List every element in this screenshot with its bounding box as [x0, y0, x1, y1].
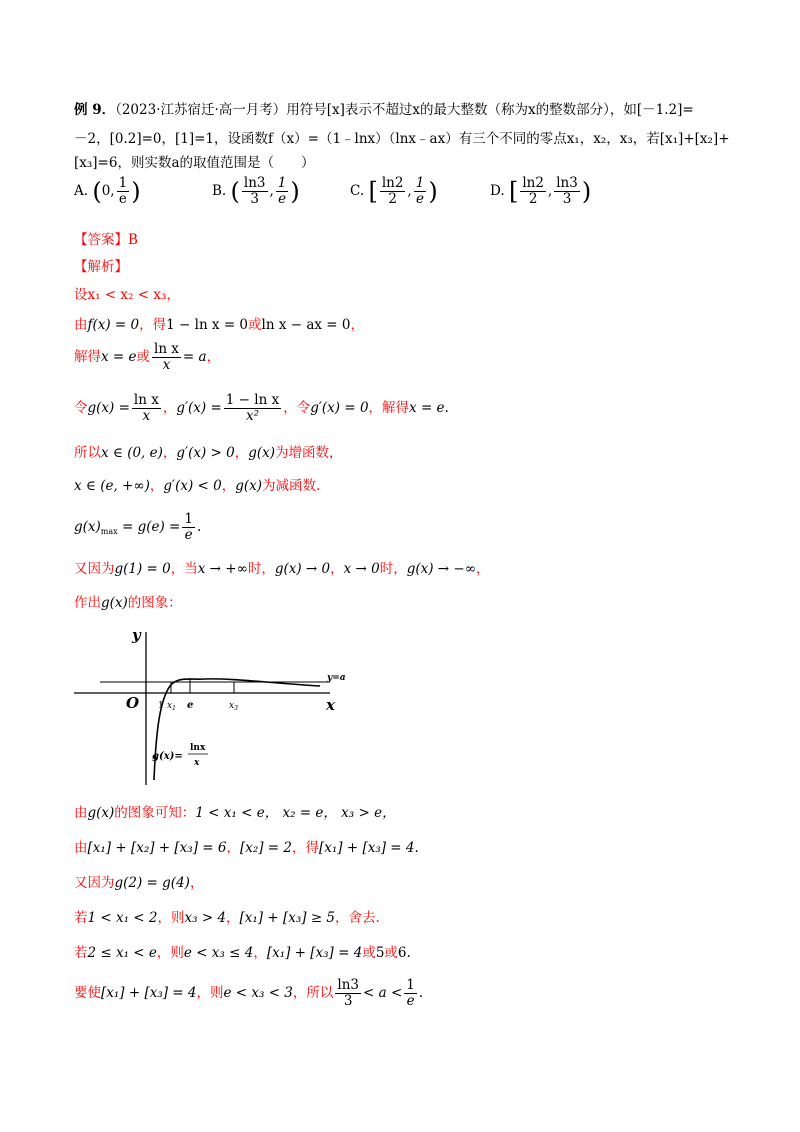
- option-b-letter: B.: [212, 183, 227, 199]
- tick-x1-label: [167, 701, 176, 712]
- step-4-den-2: x²: [245, 408, 260, 424]
- after-6-den-1: 3: [343, 993, 353, 1009]
- step-7-den: e: [184, 527, 193, 543]
- step-5-g: 为增函数，: [275, 445, 343, 461]
- step-4-a: 令: [74, 400, 88, 416]
- step-3-frac: [152, 342, 181, 373]
- step-7-sub: max: [100, 527, 118, 536]
- step-8: [74, 557, 489, 577]
- option-a-left: 0,: [101, 183, 115, 199]
- step-5-e: ，: [234, 445, 249, 461]
- after-1-a: 由: [74, 805, 88, 821]
- tick-x3-label: [229, 701, 238, 712]
- step-4: [74, 393, 449, 424]
- tick-e-label: e: [187, 700, 194, 711]
- step-5-b: x ∈ (0, e): [101, 445, 163, 461]
- option-d-close: ): [581, 177, 592, 206]
- after-5: [74, 941, 411, 961]
- after-6-b: [x₁] + [x₃] = 4: [101, 985, 197, 1001]
- option-b-left-num: ln3: [243, 175, 266, 191]
- step-4-f: g′(x) = 0: [310, 400, 369, 416]
- after-4-a: 若: [74, 910, 88, 926]
- function-graph: [70, 620, 370, 790]
- option-b-frac-right: [276, 176, 289, 207]
- step-2-d: 1 − ln x = 0: [166, 317, 249, 333]
- step-6-d: ，: [221, 478, 236, 494]
- step-4-g: ，解得: [368, 400, 410, 416]
- after-5-f: [x₁] + [x₃] = 4: [266, 945, 363, 961]
- option-d-num: ln3: [556, 175, 578, 191]
- step-2-b: f(x) = 0: [87, 317, 140, 333]
- after-4-e: ，: [226, 910, 240, 926]
- option-d-left-num: ln2: [522, 175, 544, 191]
- after-3-a: 又因为: [74, 875, 115, 891]
- after-2-b: [x₁] + [x₂] + [x₃] = 6: [87, 840, 227, 856]
- step-4-b: g(x) =: [87, 400, 130, 416]
- step-9-b: g(x): [101, 595, 128, 611]
- after-5-h: 5: [375, 945, 385, 961]
- after-5-e: ，: [253, 945, 267, 961]
- step-8-a: 又因为: [74, 561, 115, 577]
- after-6-d: e < x₃ < 3: [223, 985, 293, 1001]
- step-2-g: ，: [350, 317, 364, 333]
- func-label-num: lnx: [190, 743, 206, 753]
- step-2-f: ln x − ax = 0: [261, 317, 351, 333]
- after-6-num-2: 1: [406, 977, 415, 993]
- option-b-frac-left: [242, 176, 268, 207]
- tick-x3-sub: 3: [234, 705, 238, 712]
- y-axis-label: y: [132, 626, 141, 644]
- step-8-d: x → +∞: [197, 561, 248, 577]
- problem-text-2: －2，[0.2]=0，[1]=1，设函数f（x）=（1﹣lnx）（lnx﹣ax）有三个不同的零点x₁，x₂，x₃，若[x₁]+[x₂]+: [74, 131, 730, 147]
- line-a-label: y=a: [327, 673, 346, 683]
- step-4-c: ，: [162, 400, 177, 416]
- option-c-close: ): [428, 177, 438, 206]
- step-6-e: g(x): [235, 478, 262, 494]
- step-6-a: x ∈ (e, +∞): [74, 478, 150, 494]
- step-4-i: .: [444, 400, 449, 416]
- after-4-f: [x₁] + [x₃] ≥ 5: [239, 910, 336, 926]
- step-6-f: 为减函数.: [262, 478, 321, 494]
- step-3-num: ln x: [154, 341, 179, 357]
- option-c-num: 1: [415, 175, 425, 191]
- step-3-c: 或: [136, 349, 150, 365]
- after-5-d: e < x₃ ≤ 4: [183, 945, 254, 961]
- after-6-g: .: [418, 985, 424, 1001]
- option-d-open: [: [508, 177, 519, 206]
- after-2-d: [x₂] = 2: [239, 840, 292, 856]
- after-2-e: ，得: [292, 840, 319, 856]
- after-4-d: x₃ > 4: [184, 910, 227, 926]
- step-2-c: ，得: [139, 317, 167, 333]
- step-7-b: = g(e) =: [121, 519, 181, 535]
- step-8-i: 时，: [379, 561, 407, 577]
- option-b-den: e: [278, 191, 287, 207]
- step-6-c: g′(x) < 0: [163, 478, 222, 494]
- after-2-a: 由: [74, 840, 88, 856]
- step-7-num: 1: [184, 511, 193, 527]
- step-1: 设x₁ < x₂ < x₃，: [74, 287, 180, 303]
- step-3-b: x = e: [101, 349, 137, 365]
- after-4-c: ，则: [157, 910, 185, 926]
- step-5-a: 所以: [74, 445, 101, 461]
- step-4-e: ，令: [283, 400, 311, 416]
- option-c: C. [ $\frac{\ln 2}{2}$ , $\frac{1}{e}$ ): [350, 175, 438, 207]
- option-d-frac-right: [554, 176, 580, 207]
- after-4-g: ，舍去.: [335, 910, 380, 926]
- option-a-letter: A.: [74, 183, 89, 199]
- option-b-close: ): [290, 177, 300, 206]
- option-a: [74, 176, 141, 207]
- problem-line-2: [74, 127, 730, 147]
- step-3-d: = a: [182, 349, 207, 365]
- problem-line-1: [74, 98, 694, 118]
- func-label: g(x)=: [152, 751, 183, 762]
- option-a-frac: [117, 176, 130, 207]
- after-6-f: < a <: [363, 985, 403, 1001]
- option-c-frac-right: [414, 176, 427, 207]
- step-5-f: g(x): [248, 445, 276, 461]
- option-d-left-den: 2: [528, 191, 538, 207]
- step-8-f: g(x) → 0: [274, 561, 331, 577]
- after-5-c: ，则: [156, 945, 184, 961]
- func-label-den: x: [194, 758, 200, 768]
- step-4-num-1: ln x: [133, 392, 159, 408]
- option-d: D. [ $\frac{\ln 2}{2}$ , $\frac{\ln 3}{3}$ ): [490, 175, 592, 207]
- option-b-num: 1: [277, 175, 287, 191]
- answer: 【答案】B: [74, 232, 138, 248]
- after-5-i: 或: [384, 945, 398, 961]
- tick-x3-main: x: [229, 701, 235, 711]
- after-6-frac-1: [335, 978, 361, 1009]
- tick-x1-sub: 1: [172, 705, 176, 712]
- option-b-left-den: 3: [250, 191, 259, 207]
- step-6: [74, 474, 320, 494]
- step-2-e: 或: [248, 317, 262, 333]
- after-3: [74, 871, 203, 891]
- step-2-a: 由: [74, 317, 88, 333]
- option-d-letter: D.: [490, 183, 505, 199]
- step-3-a: 解得: [74, 349, 101, 365]
- step-7-frac: [182, 512, 195, 543]
- option-c-open: [: [368, 177, 378, 206]
- step-4-h: x = e: [409, 400, 445, 416]
- option-b: B. ( $\frac{\ln 3}{3}$ , $\frac{1}{e}$ ): [212, 175, 300, 207]
- option-c-den: e: [416, 191, 425, 207]
- analysis-label: 【解析】: [74, 259, 128, 275]
- step-7-c: .: [196, 519, 202, 535]
- after-4-b: 1 < x₁ < 2: [87, 910, 158, 926]
- step-5-c: ，: [162, 445, 177, 461]
- after-6-a: 要使: [74, 985, 101, 1001]
- step-4-frac-1: [132, 393, 161, 424]
- after-5-b: 2 ≤ x₁ < e: [87, 945, 157, 961]
- step-4-d: g′(x) =: [176, 400, 222, 416]
- after-1-d: 1 < x₁ < e， x₂ = e， x₃ > e，: [195, 805, 396, 821]
- after-5-a: 若: [74, 945, 88, 961]
- option-a-den: e: [118, 191, 127, 207]
- tick-1-label: 1: [158, 701, 164, 711]
- after-1: [74, 801, 396, 821]
- after-6-c: ，则: [196, 985, 224, 1001]
- step-6-b: ，: [149, 478, 164, 494]
- step-3-den: x: [162, 357, 171, 373]
- option-a-open: (: [92, 177, 102, 206]
- step-5-d: g′(x) > 0: [176, 445, 235, 461]
- after-2: [74, 836, 419, 856]
- step-8-b: g(1) = 0: [114, 561, 171, 577]
- problem-text-1: （2023·江苏宿迁·高一月考）用符号[x]表示不超过x的最大整数（称为x的整数部分），如[－1.2]=: [115, 102, 694, 118]
- problem-line-3: [74, 151, 315, 171]
- step-8-g: ，: [330, 561, 344, 577]
- after-5-j: 6: [397, 945, 407, 961]
- after-4: [74, 906, 380, 926]
- step-8-h: x → 0: [343, 561, 380, 577]
- origin-label: O: [126, 694, 140, 712]
- step-9-c: 的图象：: [127, 595, 182, 611]
- after-2-g: .: [414, 840, 419, 856]
- after-5-k: .: [406, 945, 411, 961]
- step-7-a: g(x): [74, 519, 101, 535]
- step-5: [74, 441, 343, 461]
- option-a-close: ): [131, 177, 141, 206]
- after-6-frac-2: [404, 978, 417, 1009]
- option-d-frac-left: [520, 176, 546, 207]
- option-c-left-den: 2: [388, 191, 397, 207]
- step-2: [74, 313, 364, 333]
- step-3-e: ，: [206, 349, 221, 365]
- option-c-letter: C.: [350, 183, 365, 199]
- curve-g: [154, 679, 320, 780]
- x-axis-label: x: [326, 696, 335, 714]
- step-8-c: ，当: [170, 561, 198, 577]
- after-6-num-1: ln3: [337, 977, 360, 993]
- option-c-left-num: ln2: [381, 175, 404, 191]
- after-3-b: g(2) = g(4): [114, 875, 190, 891]
- step-9: [74, 591, 182, 611]
- after-5-g: 或: [362, 945, 376, 961]
- after-6-e: ，所以: [292, 985, 334, 1001]
- after-1-c: 的图象可知：: [114, 805, 196, 821]
- step-8-j: g(x) → −∞: [406, 561, 476, 577]
- option-d-den: 3: [562, 191, 572, 207]
- step-3: [74, 342, 220, 373]
- step-8-e: 时，: [247, 561, 275, 577]
- after-2-c: ，: [226, 840, 240, 856]
- after-3-c: ，: [189, 875, 204, 891]
- tick-x1-main: x: [167, 701, 173, 711]
- option-c-frac-left: [380, 176, 406, 207]
- step-9-a: 作出: [74, 595, 101, 611]
- problem-label: 例 9．: [74, 102, 116, 118]
- step-4-num-2: 1 − ln x: [225, 392, 280, 408]
- after-2-f: [x₁] + [x₃] = 4: [319, 840, 415, 856]
- option-a-num: 1: [118, 175, 128, 191]
- step-4-frac-2: [224, 393, 281, 424]
- after-6: [74, 978, 423, 1009]
- step-7: [74, 512, 201, 543]
- step-8-k: ，: [475, 561, 490, 577]
- option-b-open: (: [230, 177, 240, 206]
- after-1-b: g(x): [87, 805, 115, 821]
- step-4-den-1: x: [142, 408, 151, 424]
- after-6-den-2: e: [406, 993, 415, 1009]
- problem-text-3: [x₃]=6，则实数a的取值范围是（ ）: [74, 155, 315, 171]
